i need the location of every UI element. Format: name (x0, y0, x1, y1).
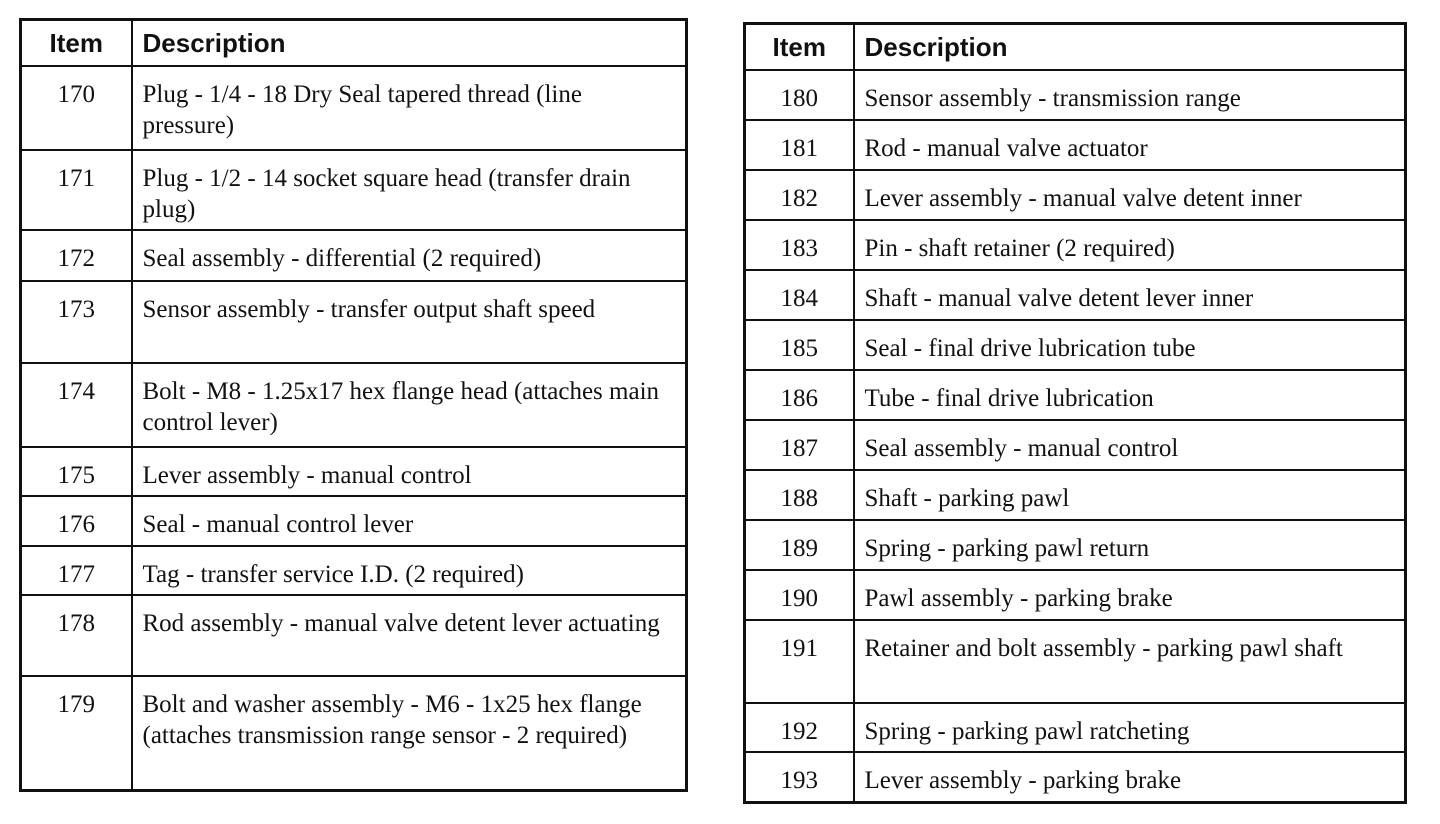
table-row (21, 150, 687, 230)
item-description: Lever assembly - manual control (132, 447, 687, 496)
table-row (21, 66, 687, 150)
item-description: Pin - shaft retainer (2 required) (854, 220, 1406, 270)
table-row (745, 752, 1406, 802)
parts-table-left (19, 18, 688, 792)
item-description: Plug - 1/4 - 18 Dry Seal tapered thread (line pressure) (132, 66, 687, 150)
table-row (21, 363, 687, 447)
header-row (745, 24, 1406, 71)
item-number: 172 (21, 230, 132, 281)
item-number: 190 (745, 570, 854, 620)
item-description: Plug - 1/2 - 14 socket square head (transfer drain plug) (132, 150, 687, 230)
item-description: Sensor assembly - transmission range (854, 70, 1406, 120)
table-row (745, 520, 1406, 570)
item-number: 192 (745, 703, 854, 752)
item-number: 173 (21, 281, 132, 363)
item-description: Shaft - manual valve detent lever inner (854, 270, 1406, 320)
item-description: Seal assembly - manual control (854, 420, 1406, 470)
table-row (745, 370, 1406, 420)
item-number: 187 (745, 420, 854, 470)
item-number: 178 (21, 595, 132, 676)
item-description: Lever assembly - parking brake (854, 752, 1406, 802)
table-row (745, 120, 1406, 170)
table-row (745, 270, 1406, 320)
item-description: Rod - manual valve actuator (854, 120, 1406, 170)
table-row (745, 470, 1406, 520)
item-number: 186 (745, 370, 854, 420)
item-number: 180 (745, 70, 854, 120)
description-column-header: Description (132, 20, 687, 67)
item-description: Retainer and bolt assembly - parking pawl shaft (854, 620, 1406, 703)
item-description: Tag - transfer service I.D. (2 required) (132, 546, 687, 595)
parts-table-right (743, 22, 1407, 804)
item-number: 170 (21, 66, 132, 150)
item-description: Bolt - M8 - 1.25x17 hex flange head (attaches main control lever) (132, 363, 687, 447)
table-row (745, 420, 1406, 470)
header-row (21, 20, 687, 67)
table-row (21, 281, 687, 363)
table-row (745, 620, 1406, 703)
item-number: 188 (745, 470, 854, 520)
item-description: Pawl assembly - parking brake (854, 570, 1406, 620)
table-row (745, 570, 1406, 620)
item-number: 176 (21, 496, 132, 546)
item-number: 185 (745, 320, 854, 370)
item-description: Shaft - parking pawl (854, 470, 1406, 520)
table-row (745, 320, 1406, 370)
item-description: Sensor assembly - transfer output shaft speed (132, 281, 687, 363)
item-description: Tube - final drive lubrication (854, 370, 1406, 420)
item-description: Seal - final drive lubrication tube (854, 320, 1406, 370)
item-number: 174 (21, 363, 132, 447)
item-number: 171 (21, 150, 132, 230)
item-number: 177 (21, 546, 132, 595)
item-number: 183 (745, 220, 854, 270)
table-row (21, 595, 687, 676)
item-description: Seal - manual control lever (132, 496, 687, 546)
table-row (745, 170, 1406, 220)
item-number: 181 (745, 120, 854, 170)
item-number: 182 (745, 170, 854, 220)
table-row (745, 703, 1406, 752)
item-number: 189 (745, 520, 854, 570)
table-row (745, 220, 1406, 270)
table-row (21, 496, 687, 546)
item-description: Bolt and washer assembly - M6 - 1x25 hex flange (attaches transmission range sensor - 2 required) (132, 676, 687, 790)
item-description: Lever assembly - manual valve detent inner (854, 170, 1406, 220)
table-row (21, 447, 687, 496)
item-description: Rod assembly - manual valve detent lever actuating (132, 595, 687, 676)
item-number: 179 (21, 676, 132, 790)
item-column-header: Item (745, 24, 854, 71)
table-row (21, 546, 687, 595)
item-description: Seal assembly - differential (2 required) (132, 230, 687, 281)
item-number: 175 (21, 447, 132, 496)
item-number: 191 (745, 620, 854, 703)
table-row (21, 230, 687, 281)
table-row (745, 70, 1406, 120)
item-number: 184 (745, 270, 854, 320)
table-row (21, 676, 687, 790)
description-column-header: Description (854, 24, 1406, 71)
item-description: Spring - parking pawl ratcheting (854, 703, 1406, 752)
item-column-header: Item (21, 20, 132, 67)
item-description: Spring - parking pawl return (854, 520, 1406, 570)
item-number: 193 (745, 752, 854, 802)
